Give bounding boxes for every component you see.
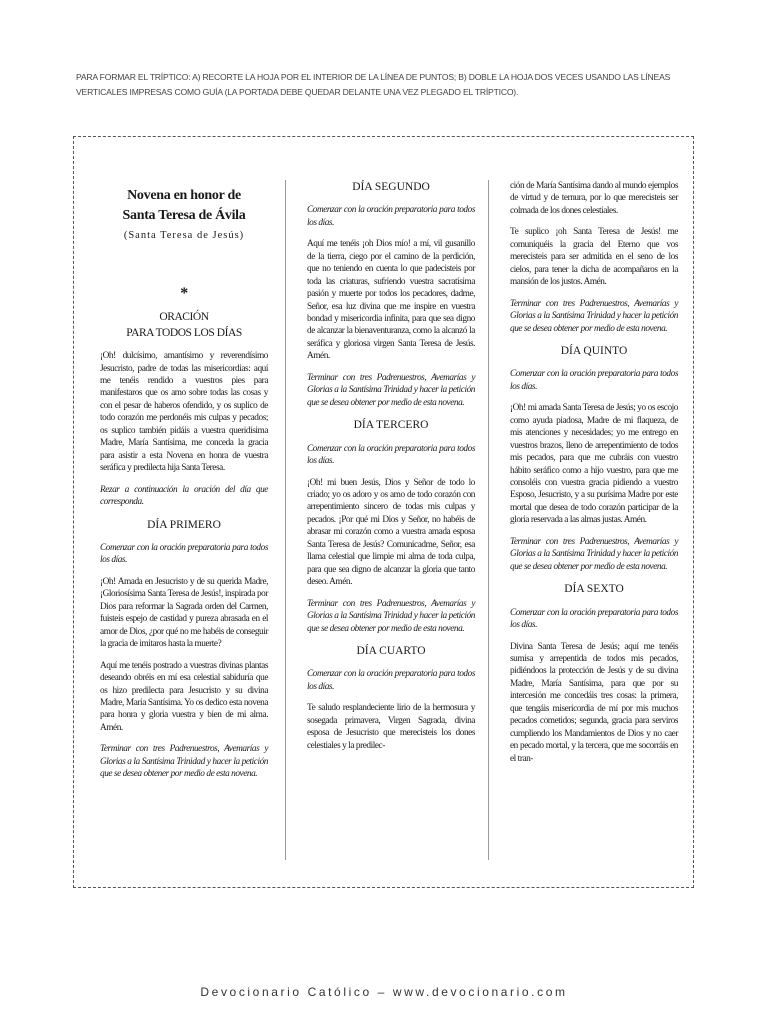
oracion-heading-line-1: ORACIÓN xyxy=(159,311,209,324)
dia-primero-intro: Comenzar con la oración preparatoria para todos los días. xyxy=(100,542,268,566)
dia-quinto-text: ¡Oh! mi amada Santa Teresa de Jesús; yo os escojo como ayuda piadosa, Madre de mi flaqueza, de mis atenciones y necesidades; yo me entrego en vuestros brazos, lleno de arrepentimiento de todos mis pecados, para que me cubráis con vuestro hábito seráfico como a hijo vuestro, para que me consoléis con vuestra gracia pidiendo a vuestro Esposo, Jesucristo, y a su purísima Madre por este mortal que desea de todo corazón participar de la gloria reservada a las almas justas. Amén. xyxy=(510,403,678,526)
dia-segundo-intro: Comenzar con la oración preparatoria para todos los días. xyxy=(307,205,475,228)
oracion-heading xyxy=(100,310,268,341)
star-ornament: * xyxy=(180,284,188,302)
dia-primero-heading: DÍA PRIMERO xyxy=(147,518,221,531)
dia-primero-text-2: Aquí me tenéis postrado a vuestras divinas plantas deseando obréis en mí esa celestial sabiduría que os hizo predilecta para Jesucristo y su divina Madre, María Santísima. Yo os dedico esta novena para honra y gloria vuestra y bien de mi alma. Amén. xyxy=(100,660,268,733)
novena-subtitle: (Santa Teresa de Jesús) xyxy=(123,229,245,241)
dia-cuarto-text-2: Te suplico ¡oh Santa Teresa de Jesús! me comuniquéis la gracia del Eterno que vos merecisteis para ser admitida en el seno de los cielos, para tener la dicha de acompañaros en la mansión de los justos. Amén. xyxy=(510,227,678,288)
dia-primero-closing: Terminar con tres Padrenuestros, Avemarías y Glorias a la Santísima Trinidad y hacer la petición que se desea obtener por medio de esta novena. xyxy=(100,744,268,780)
dia-quinto-closing: Terminar con tres Padrenuestros, Avemarías y Glorias a la Santísima Trinidad y hacer la petición que se desea obtener por medio de esta novena. xyxy=(510,536,678,572)
oracion-heading-line-2: PARA TODOS LOS DÍAS xyxy=(126,326,242,339)
dia-quinto-heading: DÍA QUINTO xyxy=(560,344,628,357)
dia-tercero-heading: DÍA TERCERO xyxy=(353,419,429,432)
novena-title xyxy=(100,186,268,227)
fold-line-left xyxy=(285,180,286,860)
dia-segundo-closing: Terminar con tres Padrenuestros, Avemarías y Glorias a la Santísima Trinidad y hacer la petición que se desea obtener por medio de esta novena. xyxy=(307,372,475,408)
dia-cuarto-intro: Comenzar con la oración preparatoria para todos los días. xyxy=(307,669,475,692)
dia-sexto-text: Divina Santa Teresa de Jesús; aquí me tenéis sumisa y arrepentida de todos mis pecados, pidiéndoos la protección de Jesús y de su divina Madre, María Santísima, para que por su intercesión me concedáis tres cosas: la primera, que tengáis misericordia de mí por mis muchos pecados cometidos; segunda, gracia para serviros cumpliendo los Mandamientos de Dios y no caer en pecado mortal, y la tercera, que me socorráis en el tran- xyxy=(510,641,678,764)
dia-cuarto-closing: Terminar con tres Padrenuestros, Avemarías y Glorias a la Santísima Trinidad y hacer la petición que se desea obtener por medio de esta novena. xyxy=(510,298,678,334)
title-line-1: Novena en honor de xyxy=(127,188,241,203)
column-cover xyxy=(100,180,268,790)
rezar-note: Rezar a continuación la oración del día que corresponda. xyxy=(100,484,268,508)
dia-cuarto-text-continued: ción de María Santísima dando al mundo ejemplos de virtud y de ternura, por lo que merecisteis ser colmada de los dones celestiales. xyxy=(510,181,678,216)
dia-tercero-intro: Comenzar con la oración preparatoria para todos los días. xyxy=(307,443,475,467)
dia-tercero-text: ¡Oh! mi buen Jesús, Dios y Señor de todo lo criado; yo os adoro y os amo de todo corazón con arrepentimiento sincero de todas mis culpas y pecados. ¡Por qué mi Dios y Señor, no habéis de abrasar mi corazón como a vuestra amada esposa Santa Teresa de Jesús? Comunicadme, Señor, esa llama celestial que limpie mi alma de toda culpa, para que sea digno de alcanzar la gloria que tanto deseo. Amén. xyxy=(307,477,475,588)
fold-line-right xyxy=(488,180,489,860)
dia-cuarto-heading: DÍA CUARTO xyxy=(356,644,426,657)
dia-sexto-intro: Comenzar con la oración preparatoria para todos los días. xyxy=(510,607,678,631)
column-right xyxy=(510,180,678,774)
dia-cuarto-text: Te saludo resplandeciente lirio de la hermosura y sosegada primavera, Virgen Sagrada, divina esposa de Jesucristo que merecisteis los dones celestiales y la predilec- xyxy=(307,703,475,751)
dia-primero-text-1: ¡Oh! Amada en Jesucristo y de su querida Madre, ¡Gloriosísima Santa Teresa de Jesús!, inspirada por Dios para reformar la Sagrada orden del Carmen, fuisteis espejo de castidad y pureza abrasada en el amor de Dios, ¿por qué no me habéis de conseguir la gracia de imitaros hasta la muerte? xyxy=(100,576,268,650)
dia-quinto-intro: Comenzar con la oración preparatoria para todos los días. xyxy=(510,369,678,392)
page-footer: Devocionario Católico – www.devocionario.com xyxy=(200,985,568,999)
oracion-text: ¡Oh! dulcísimo, amantísimo y reverendísimo Jesucristo, padre de todas las misericordias: aquí me tenéis rendido a vuestros pies para manifestaros que os amo sobre todas las cosas y con el pesar de haberos ofendido, y os suplico de todo corazón me perdonéis mis culpas y pecados; os suplico también pidáis a vuestra queridísima Madre, María Santísima, me conceda la gracia para asistir a esta Novena en honra de vuestra seráfica y predilecta hija Santa Teresa. xyxy=(100,351,268,474)
dia-segundo-heading: DÍA SEGUNDO xyxy=(352,181,430,193)
folding-instructions: PARA FORMAR EL TRÍPTICO: A) RECORTE LA HOJA POR EL INTERIOR DE LA LÍNEA DE PUNTOS; B) DOBLE LA HOJA DOS VECES USANDO LAS LÍNEAS VERTICALES IMPRESAS COMO GUÍA (LA PORTADA DEBE QUEDAR DELANTE UNA VEZ PLEGADO EL TRÍPTICO). xyxy=(76,72,671,98)
dia-tercero-closing: Terminar con tres Padrenuestros, Avemarías y Glorias a la Santísima Trinidad y hacer la petición que se desea obtener por medio de esta novena. xyxy=(307,598,475,634)
dia-segundo-text: Aquí me tenéis ¡oh Dios mío! a mí, vil gusanillo de la tierra, ciego por el camino de la perdición, que no teniendo en cuenta lo que padecisteis por toda las criaturas, sufriendo vuestra sacratísima pasión y muerte por todos los pecadores, dadme, Señor, esa luz divina que me inspire en vuestra bondad y misericordia infinita, para que sea digno de alcanzar la bienaventuranza, como la alcanzó la seráfica y gloriosa virgen Santa Teresa de Jesús. Amén. xyxy=(307,239,475,362)
title-line-2: Santa Teresa de Ávila xyxy=(122,208,246,224)
column-middle xyxy=(307,180,475,761)
dia-sexto-heading: DÍA SEXTO xyxy=(564,583,624,596)
